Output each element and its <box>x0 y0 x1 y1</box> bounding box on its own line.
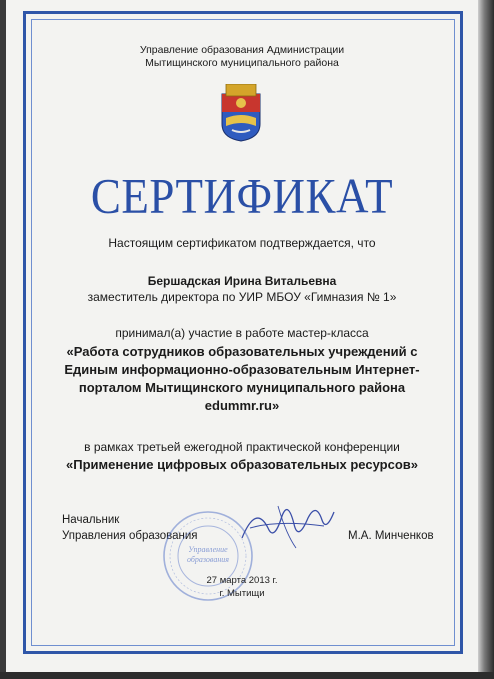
signatory-title-line-1: Начальник <box>62 514 120 526</box>
masterclass-line-1: «Работа сотрудников образовательных учреждений с <box>66 344 418 359</box>
stamp-text-line-1: Управление <box>188 545 228 554</box>
scan-bottom-shadow <box>0 672 494 679</box>
participation-text: принимал(а) участие в работе мастер-класса <box>115 326 369 340</box>
signatory-title-line-2: Управления образования <box>62 530 198 542</box>
recipient-name: Бершадская Ирина Витальевна <box>147 274 337 288</box>
coat-of-arms-icon <box>218 84 264 142</box>
intro-text: Настоящим сертификатом подтверждается, что <box>108 236 376 250</box>
recipient-position: заместитель директора по УИР МБОУ «Гимназия № 1» <box>87 290 397 304</box>
stamp-text-line-2: образования <box>186 555 230 564</box>
certificate-page <box>6 0 478 672</box>
conference-intro: в рамках третьей ежегодной практической конференции <box>84 440 400 454</box>
masterclass-line-2: Единым информационно-образовательным Интернет- <box>64 362 420 377</box>
certificate-date: 27 марта 2013 г. <box>206 575 278 586</box>
certificate-place: г. Мытищи <box>219 588 265 599</box>
organization-line-2: Мытищинского муниципального района <box>145 57 339 69</box>
masterclass-line-4: edummr.ru» <box>204 398 280 413</box>
certificate-title: СЕРТИФИКАТ <box>90 168 394 224</box>
scan-edge-shadow <box>478 0 494 679</box>
handwritten-signature <box>238 498 338 552</box>
signatory-name: М.А. Минченков <box>348 530 434 542</box>
organization-line-1: Управление образования Администрации <box>139 44 345 56</box>
conference-name: «Применение цифровых образовательных ресурсов» <box>66 457 418 472</box>
masterclass-line-3: порталом Мытищинского муниципального района <box>78 380 406 395</box>
